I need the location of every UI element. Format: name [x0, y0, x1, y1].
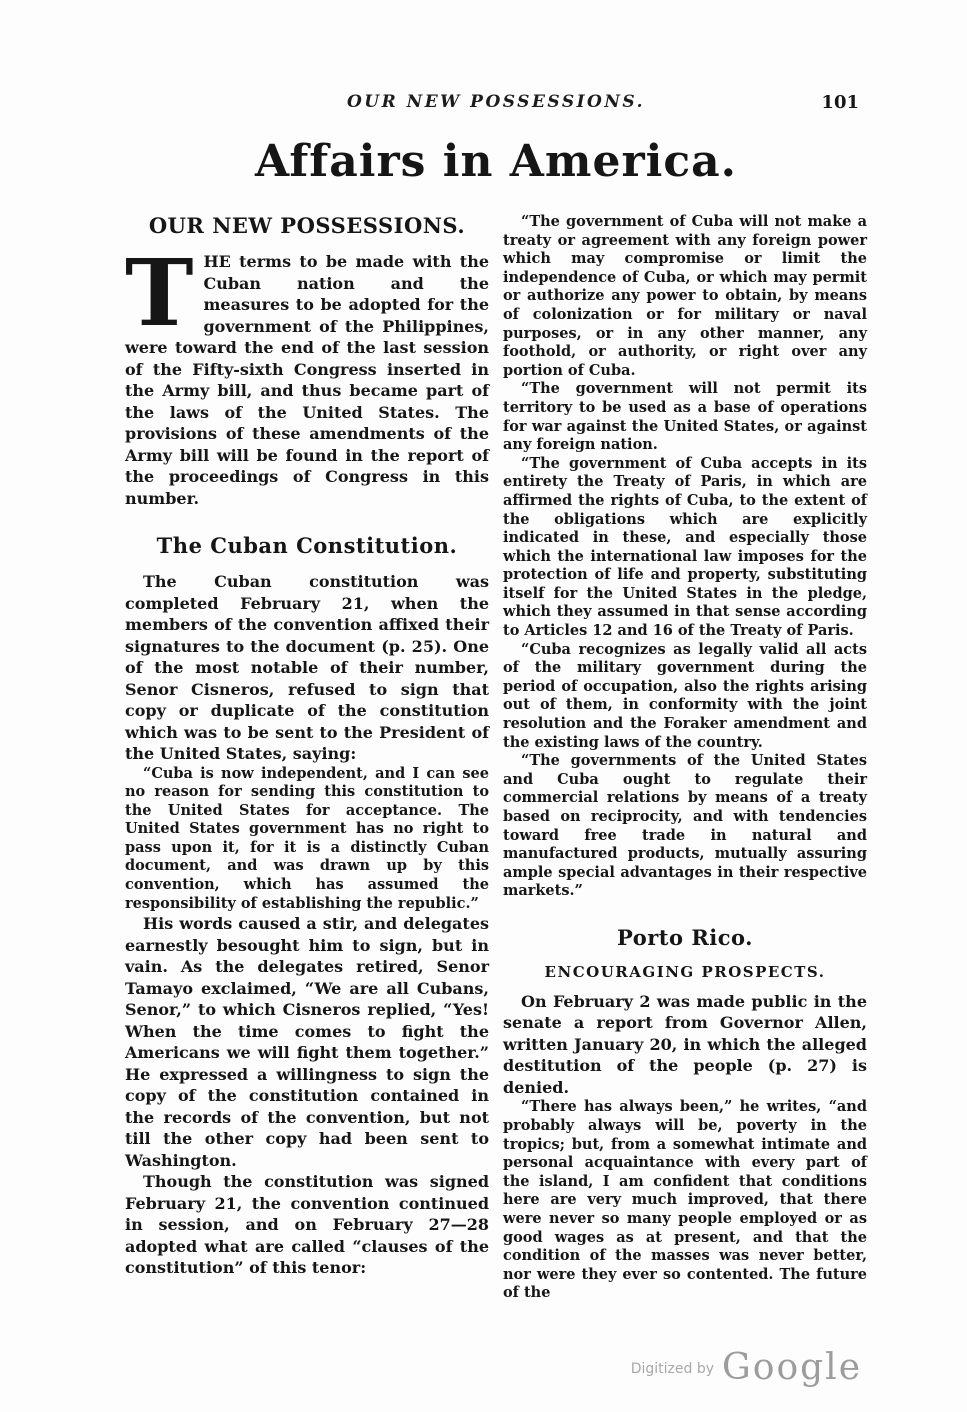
quote-cisneros-statement: “Cuba is now independent, and I can see no reason for sending this constitution to the United States for acceptance. The United States government has no right to pass upon it, for it is a distinctly Cuban document, and was drawn up by this convention, which has assumed the responsibility of establishing the republic.” — [125, 764, 489, 912]
paragraph-constitution-signed: Though the constitution was signed February 21, the convention continued in session, and on February 27—28 adopted what are called “clauses of the constitution” of this tenor: — [125, 1172, 489, 1278]
quote-allen-poverty: “There has always been,” he writes, “and probably always will be, poverty in the tropics; but, from a somewhat intimate and personal acquaintance with every part of the island, I am confident that conditions here are very much improved, that there were never so many people employed or as good wages as at present, and that the condition of the masses was never better, nor were they ever so contented. The future of the — [503, 1098, 867, 1302]
quote-clause-treaty-of-paris: “The government of Cuba accepts in its entirety the Treaty of Paris, in which are affirmed the rights of Cuba, to the extent of the obligations which are explicitly indicated in these, and especially those which the international law imposes for the protection of life and property, substituting itself for the United States in the pledge, which they assumed in that sense according to Articles 12 and 16 of the Treaty of Paris. — [503, 454, 867, 640]
section-heading-porto-rico: Porto Rico. — [617, 924, 753, 950]
left-column — [125, 213, 489, 1303]
paragraph-new-possessions — [125, 239, 489, 509]
dropcap-letter: T — [125, 239, 194, 347]
article-title: Affairs in America. — [255, 136, 737, 187]
right-column — [503, 213, 867, 1303]
section-heading-cuban-constitution: The Cuban Constitution. — [156, 533, 458, 558]
subheading-encouraging-prospects: ENCOURAGING PROSPECTS. — [544, 962, 826, 981]
running-header — [125, 92, 867, 118]
section-heading-our-new-possessions: OUR NEW POSSESSIONS. — [148, 213, 466, 238]
paragraph-words-caused-stir: His words caused a stir, and delegates earnestly besought him to sign, but in vain. As the delegates retired, Senor Tamayo exclaimed, “We are all Cubans, Senor,” to which Cisneros replied, “Yes! When the time comes to fight the Americans we will fight them together.” He expressed a willingness to sign the copy of the constitution contained in the records of the convention, but not till the other copy had been sent to Washington. — [125, 914, 489, 1170]
paragraph-governor-allen-report: On February 2 was made public in the senate a report from Governor Allen, written January 20, in which the alleged destitution of the people (p. 27) is denied. — [503, 991, 867, 1097]
quote-clause-no-base: “The government will not permit its territory to be used as a base of operations for war against the United States, or against any foreign nation. — [503, 380, 867, 454]
paragraph-new-possessions-text: HE terms to be made with the Cuban nation and the measures to be adopted for the government of the Philippines, were toward the end of the last session of the Fifty-sixth Congress inserted in the Army bill, and thus became part of the laws of the United States. The provisions of these amendments of the Army bill will be found in the report of the proceedings of Congress in this number. — [125, 252, 489, 508]
quote-clause-military-acts: “Cuba recognizes as legally valid all acts of the military government during the period of occupation, also the rights arising out of them, in conformity with the joint resolution and the Foraker amendment and the existing laws of the country. — [503, 640, 867, 751]
quote-clause-no-treaty: “The government of Cuba will not make a treaty or agreement with any foreign power which may compromise or limit the independence of Cuba, or which may permit or authorize any power to obtain, by means of colonization or for military or naval purposes, or in any other manner, any foothold, or authority, or right over any portion of Cuba. — [503, 213, 867, 379]
two-column-layout — [125, 213, 867, 1303]
running-header-title: OUR NEW POSSESSIONS. — [347, 92, 645, 112]
quote-clause-reciprocity: “The governments of the United States and Cuba ought to regulate their commercial relations by means of a treaty based on reciprocity, and with tendencies toward free trade in natural and manufactured products, mutually assuring ample special advantages in their respective markets.” — [503, 752, 867, 900]
paragraph-constitution-completed: The Cuban constitution was completed February 21, when the members of the convention affixed their signatures to the document (p. 25). One of the most notable of their number, Senor Cisneros, refused to sign that copy or duplicate of the constitution which was to be sent to the President of the United States, saying: — [125, 572, 489, 763]
watermark — [631, 1347, 862, 1388]
page-number: 101 — [821, 92, 859, 113]
google-logo: Google — [722, 1347, 862, 1388]
digitized-by-label: Digitized by — [630, 1361, 715, 1377]
